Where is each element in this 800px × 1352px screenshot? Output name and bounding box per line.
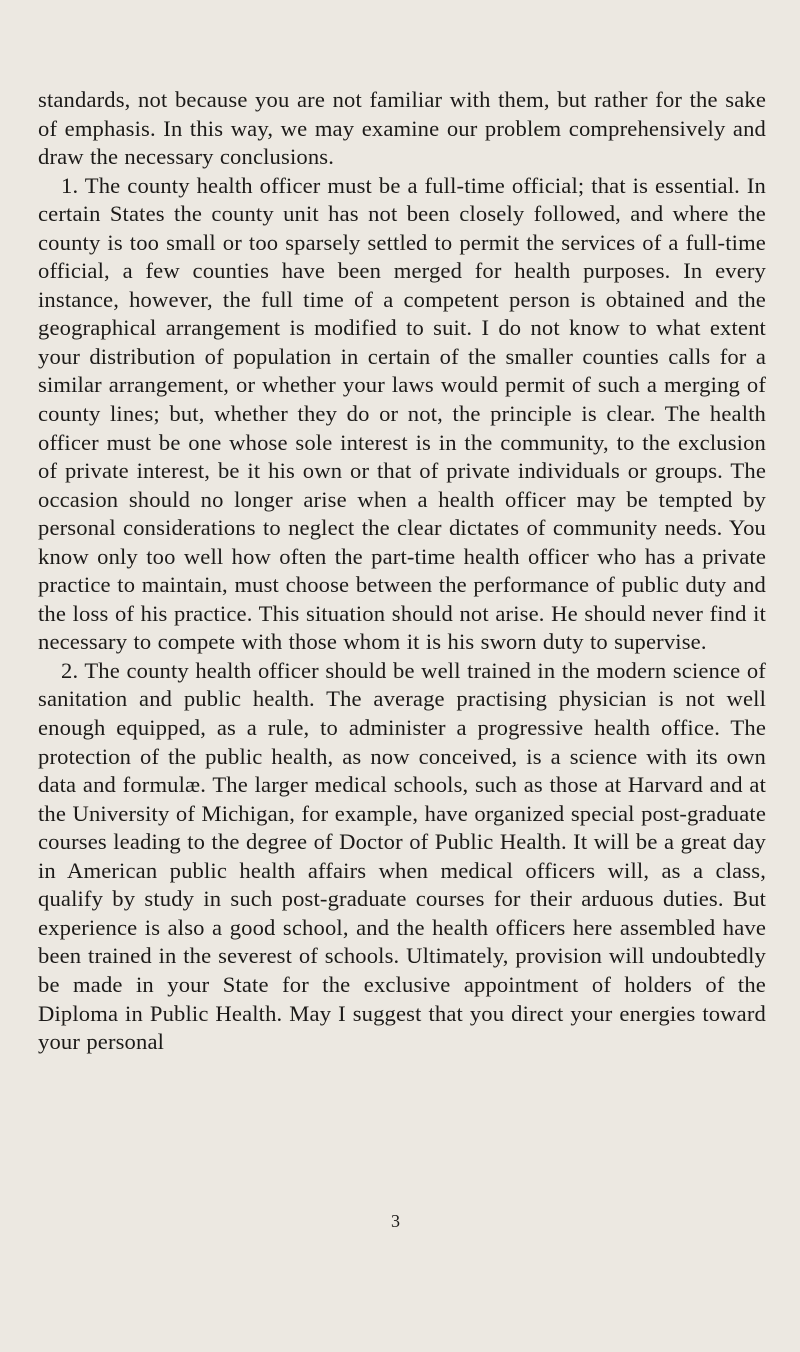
paragraph-point-1: 1. The county health officer must be a full-time official; that is essential. In certain States the county unit has not been closely followed, and where the county is too small or too sparsely settled to permit the services of a full-time official, a few counties have been merged for health purposes. In every instance, however, the full time of a competent person is obtained and the geographical arrangement is modified to suit. I do not know to what extent your distribution of population in certain of the smaller counties calls for a similar arrangement, or whether your laws would permit of such a merging of county lines; but, whether they do or not, the principle is clear. The health officer must be one whose sole interest is in the community, to the exclusion of private interest, be it his own or that of private individuals or groups. The occasion should no longer arise when a health officer may be tempted by personal considerations to neglect the clear dictates of community needs. You know only too well how often the part-time health officer who has a private practice to maintain, must choose between the performance of public duty and the loss of his practice. This situation should not arise. He should never find it necessary to compete with those whom it is his sworn duty to supervise. bbox=[38, 172, 766, 655]
paragraph-point-2: 2. The county health officer should be well trained in the modern science of sanitation and public health. The average practising physician is not well enough equipped, as a rule, to administer a progressive health office. The protection of the public health, as now conceived, is a science with its own data and formulæ. The larger medical schools, such as those at Harvard and at the University of Michigan, for example, have organized special post-graduate courses leading to the degree of Doctor of Public Health. It will be a great day in American public health affairs when medical officers will, as a class, qualify by study in such post-graduate courses for their arduous duties. But experience is also a good school, and the health officers here assembled have been trained in the severest of schools. Ultimately, provision will undoubtedly be made in your State for the exclusive appointment of holders of the Diploma in Public Health. May I suggest that you direct your energies toward your personal bbox=[38, 657, 766, 1055]
body-text bbox=[38, 86, 766, 1057]
paragraph-continuation: standards, not because you are not familiar with them, but rather for the sake of emphasis. In this way, we may examine our problem comprehensively and draw the necessary conclusions. bbox=[38, 87, 766, 170]
page-number: 3 bbox=[391, 1211, 400, 1231]
